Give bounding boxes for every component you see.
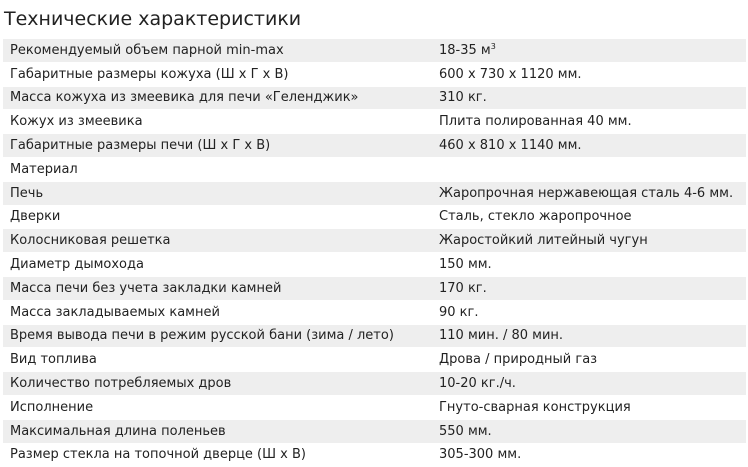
table-row	[3, 253, 746, 277]
param-name: Масса кожуха из змеевика для печи «Геленджик»	[3, 86, 432, 110]
table-row	[3, 348, 746, 372]
table-row	[3, 86, 746, 110]
param-value: 150 мм.	[432, 253, 746, 277]
param-name: Исполнение	[3, 395, 432, 419]
param-name: Время вывода печи в режим русской бани (зима / лето)	[3, 324, 432, 348]
param-name: Габаритные размеры печи (Ш х Г х В)	[3, 134, 432, 158]
table-row	[3, 324, 746, 348]
param-value: Жаростойкий литейный чугун	[432, 229, 746, 253]
table-row	[3, 276, 746, 300]
param-name: Количество потребляемых дров	[3, 372, 432, 396]
param-value: 90 кг.	[432, 300, 746, 324]
table-row	[3, 62, 746, 86]
param-value: 10-20 кг./ч.	[432, 372, 746, 396]
param-value: Дрова / природный газ	[432, 348, 746, 372]
table-row	[3, 39, 746, 62]
param-value: 310 кг.	[432, 86, 746, 110]
table-row	[3, 229, 746, 253]
param-value: Жаропрочная нержавеющая сталь 4-6 мм.	[432, 181, 746, 205]
param-name: Масса печи без учета закладки камней	[3, 276, 432, 300]
param-name: Вид топлива	[3, 348, 432, 372]
table-row	[3, 395, 746, 419]
table-row	[3, 443, 746, 467]
param-name: Масса закладываемых камней	[3, 300, 432, 324]
param-name: Печь	[3, 181, 432, 205]
param-name: Дверки	[3, 205, 432, 229]
table-row	[3, 419, 746, 443]
page-title: Технические характеристики	[4, 8, 302, 30]
value-text: 18-35 м	[439, 42, 491, 58]
param-name: Кожух из змеевика	[3, 110, 432, 134]
param-value: 170 кг.	[432, 276, 746, 300]
table-row	[3, 110, 746, 134]
param-value: 110 мин. / 80 мин.	[432, 324, 746, 348]
param-value: 305-300 мм.	[432, 443, 746, 467]
specs-table	[3, 39, 746, 467]
param-name: Габаритные размеры кожуха (Ш х Г х В)	[3, 62, 432, 86]
param-value: 600 х 730 х 1120 мм.	[432, 62, 746, 86]
param-name: Колосниковая решетка	[3, 229, 432, 253]
table-row	[3, 134, 746, 158]
table-row	[3, 157, 746, 181]
table-row	[3, 300, 746, 324]
param-value: Сталь, стекло жаропрочное	[432, 205, 746, 229]
param-value	[432, 39, 746, 62]
param-name: Диаметр дымохода	[3, 253, 432, 277]
param-name: Максимальная длина поленьев	[3, 419, 432, 443]
table-row	[3, 372, 746, 396]
param-value: Плита полированная 40 мм.	[432, 110, 746, 134]
param-name: Размер стекла на топочной дверце (Ш х В)	[3, 443, 432, 467]
table-row	[3, 205, 746, 229]
table-row	[3, 181, 746, 205]
param-value: 550 мм.	[432, 419, 746, 443]
param-value	[432, 157, 746, 181]
param-name: Рекомендуемый объем парной min-max	[3, 39, 432, 62]
param-value: 460 х 810 х 1140 мм.	[432, 134, 746, 158]
param-value: Гнуто-сварная конструкция	[432, 395, 746, 419]
value-superscript: 3	[490, 41, 496, 51]
param-name: Материал	[3, 157, 432, 181]
